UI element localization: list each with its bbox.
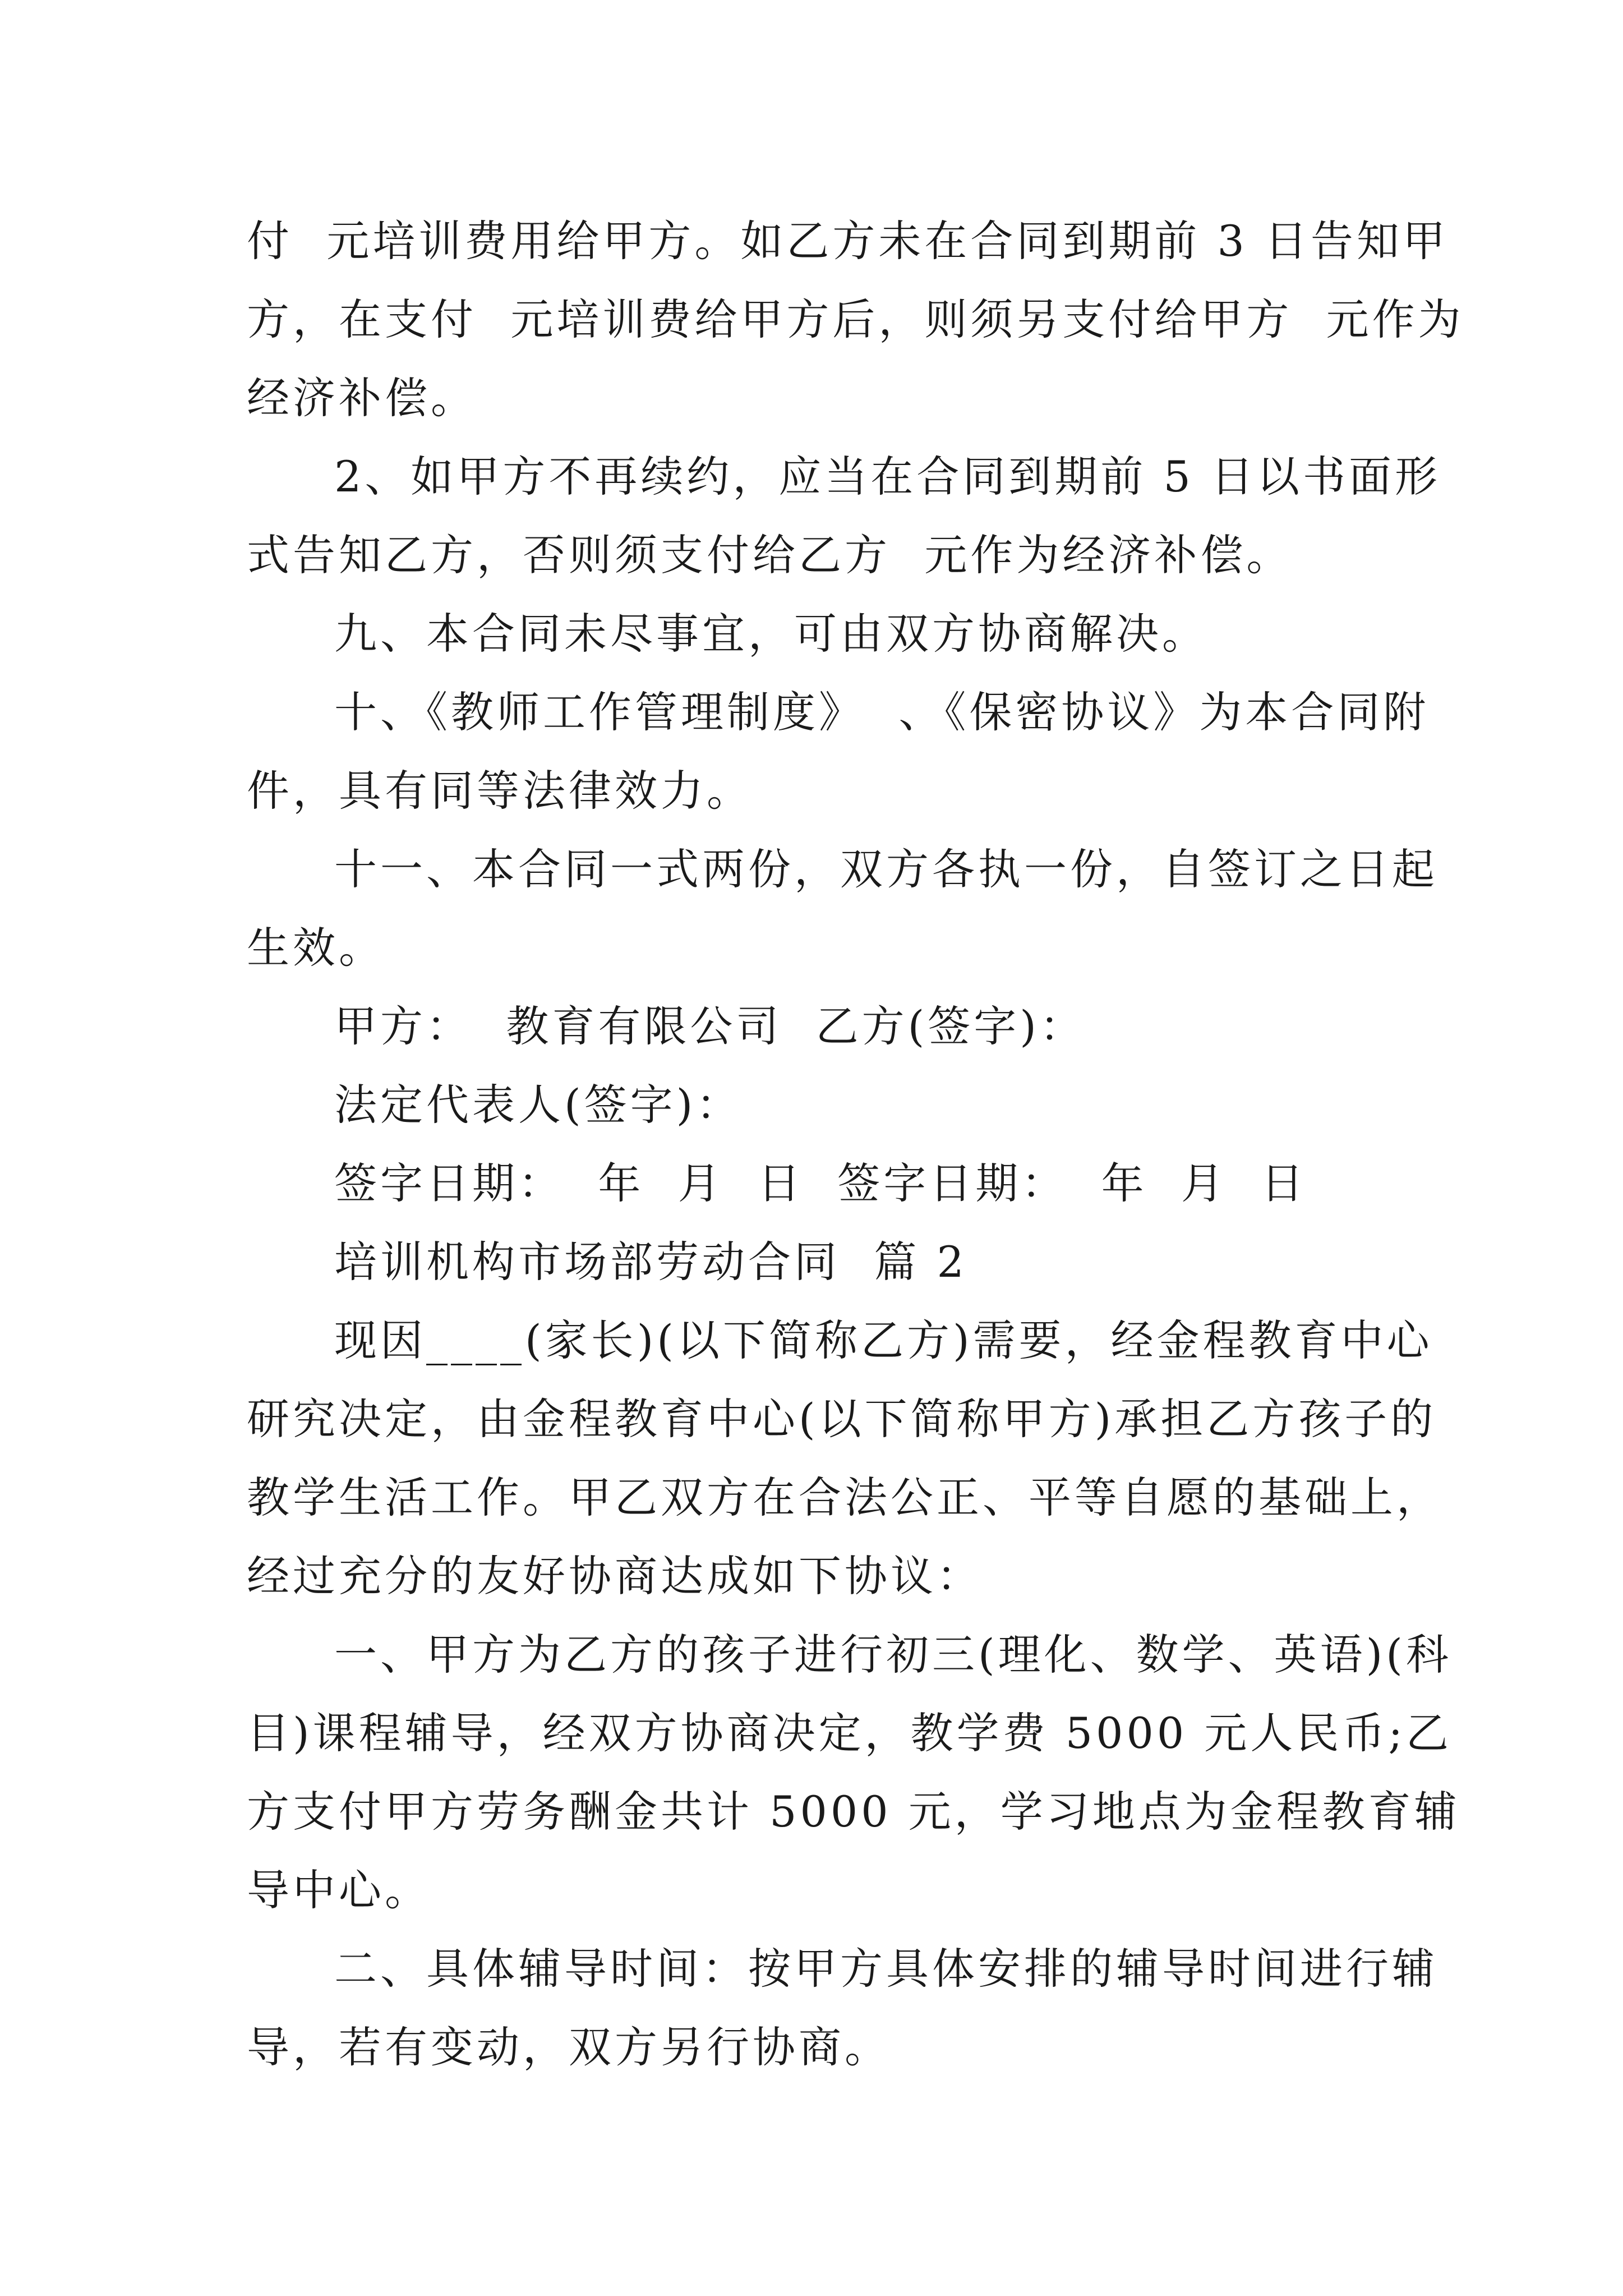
signature-party-line: 甲方： 教育有限公司 乙方(签字)： — [334, 1001, 1086, 1051]
legal-representative-line: 法定代表人(签字)： — [334, 1080, 743, 1130]
text-line: 式告知乙方，否则须支付给乙方 元作为经济补偿。 — [247, 530, 1293, 580]
text-line: 导，若有变动，双方另行协商。 — [247, 2022, 891, 2072]
text-line: 现因____(家长)(以下简称乙方)需要，经金程教育中心 — [334, 1315, 1433, 1365]
text-line: 目)课程辅导，经双方协商决定，教学费 5000 元人民币;乙 — [247, 1708, 1452, 1758]
text-line: 件，具有同等法律效力。 — [247, 766, 753, 816]
text-line: 经过充分的友好协商达成如下协议： — [247, 1551, 983, 1601]
text-line: 生效。 — [247, 923, 385, 973]
text-line: 十一、本合同一式两份，双方各执一份，自签订之日起 — [334, 844, 1438, 894]
text-line: 导中心。 — [247, 1865, 431, 1915]
text-line: 二、具体辅导时间：按甲方具体安排的辅导时间进行辅 — [334, 1944, 1438, 1994]
text-line: 方支付甲方劳务酬金共计 5000 元，学习地点为金程教育辅 — [247, 1787, 1460, 1837]
document-body — [247, 202, 1464, 2087]
text-line: 十、《教师工作管理制度》 、《保密协议》为本合同附 — [334, 687, 1430, 737]
text-line: 方，在支付 元培训费给甲方后，则须另支付给甲方 元作为 — [247, 295, 1464, 344]
section-heading: 培训机构市场部劳动合同 篇 2 — [334, 1237, 967, 1287]
text-line: 研究决定，由金程教育中心(以下简称甲方)承担乙方孩子的 — [247, 1394, 1437, 1444]
text-line: 九、本合同未尽事宜，可由双方协商解决。 — [334, 609, 1208, 659]
text-line: 一、甲方为乙方的孩子进行初三(理化、数学、英语)(科 — [334, 1630, 1452, 1680]
text-line: 经济补偿。 — [247, 373, 477, 423]
text-line: 2、如甲方不再续约，应当在合同到期前 5 日以书面形 — [334, 452, 1441, 501]
signing-date-line: 签字日期： 年 月 日 签字日期： 年 月 日 — [334, 1158, 1307, 1208]
text-line: 付 元培训费用给甲方。如乙方未在合同到期前 3 日告知甲 — [247, 216, 1449, 266]
text-line: 教学生活工作。甲乙双方在合法公正、平等自愿的基础上， — [247, 1473, 1442, 1522]
